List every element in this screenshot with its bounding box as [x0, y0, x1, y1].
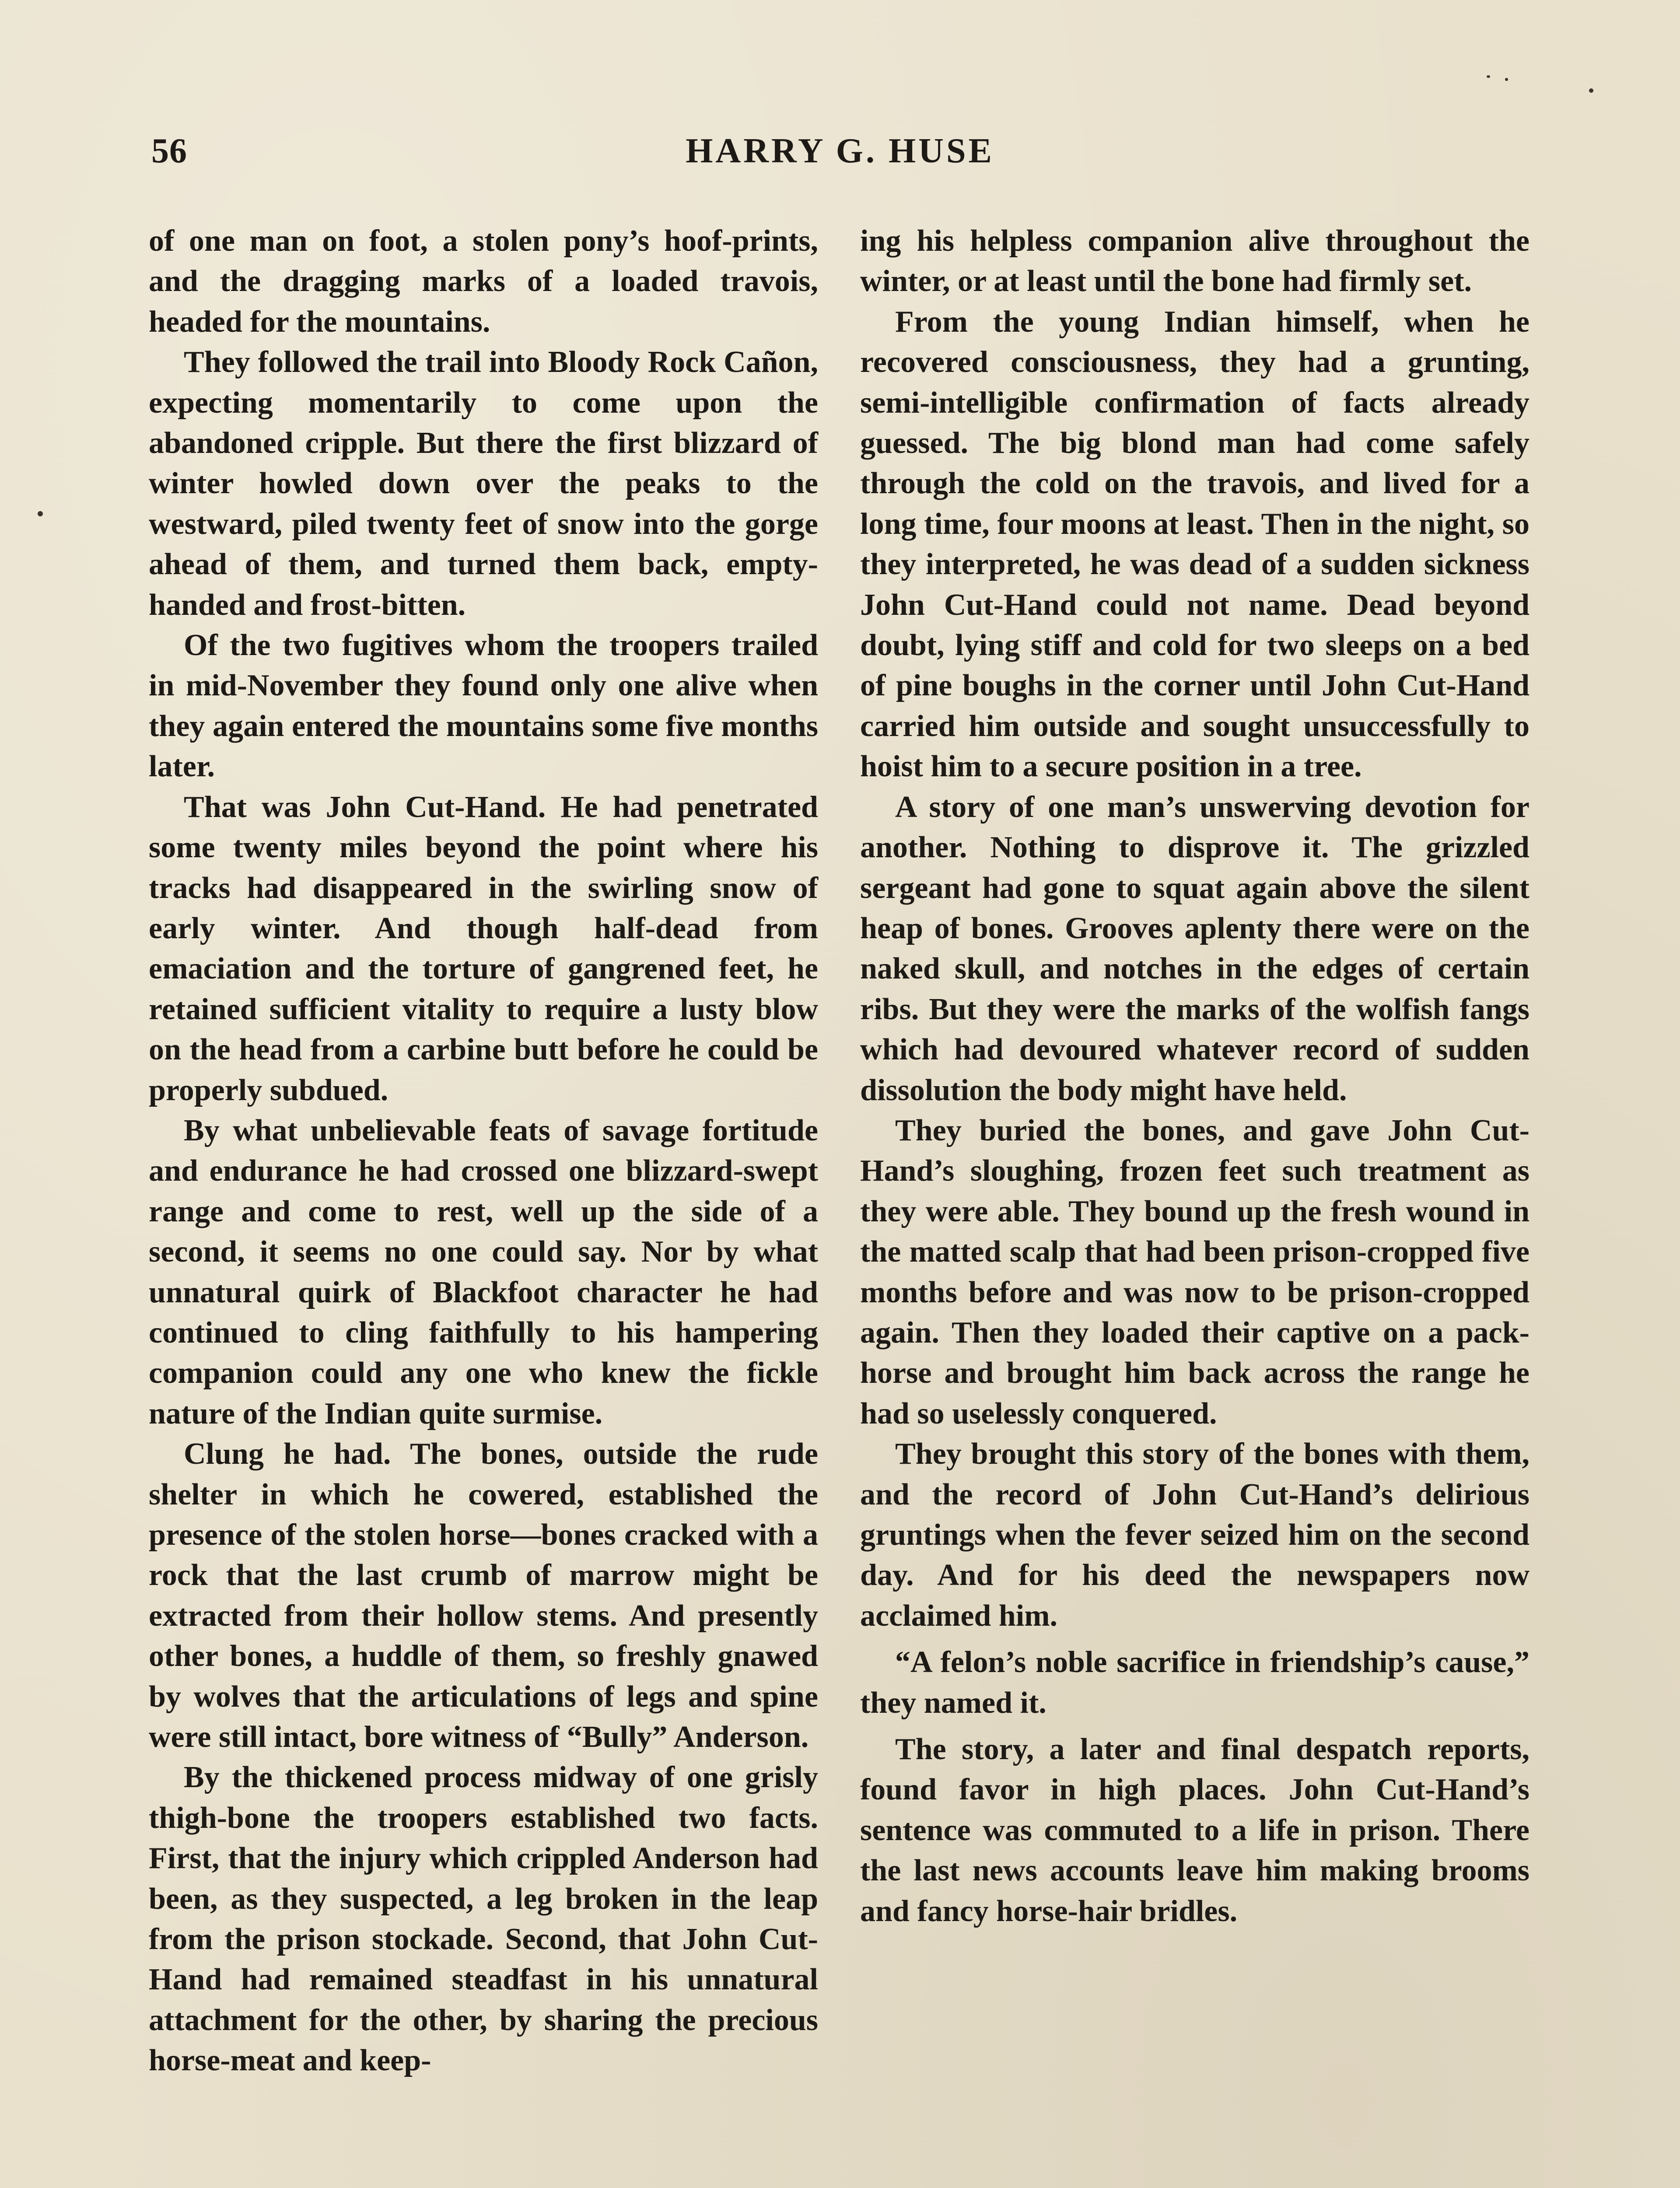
paragraph: They followed the trail into Bloody Rock Cañon, expecting momentarily to come upon the abandoned cripple. But there the first blizzard of winter howled down over the peaks to the westward, piled twenty feet of snow into the gorge ahead of them, and turned them back, empty-handed and frost-bitten. — [149, 345, 818, 622]
paragraph: By the thickened process midway of one grisly thigh-bone the troopers established two facts. First, that the injury which crippled Anderson had been, as they suspected, a leg broken in the leap from the prison stockade. Second, that John Cut-Hand had remained steadfast in his unnatural attachment for the other, by sharing the precious horse-meat and keep- — [149, 1760, 818, 2078]
paragraph: They buried the bones, and gave John Cut-Hand’s sloughing, frozen feet such treatment as they were able. They bound up the fresh wound in the matted scalp that had been prison-cropped five months before and was now to be prison-cropped again. Then they loaded their captive on a pack-horse and brought him back across the range he had so uselessly conquered. — [860, 1113, 1530, 1431]
ink-speck — [1589, 88, 1593, 93]
paragraph: A story of one man’s unswerving devotion for another. Nothing to disprove it. The grizzled sergeant had gone to squat again above the silent heap of bones. Grooves aplenty there were on the naked skull, and notches in the edges of certain ribs. But they were the marks of the wolfish fangs which had devoured whatever record of sudden dissolution the body might have held. — [860, 790, 1530, 1107]
paragraph: “A felon’s noble sacrifice in friendship’s cause,” they named it. — [860, 1645, 1530, 1720]
running-head: HARRY G. HUSE — [686, 132, 994, 170]
paragraph: The story, a later and final despatch reports, found favor in high places. John Cut-Hand’s sentence was commuted to a life in prison. There the last news accounts leave him making brooms and fancy horse-hair bridles. — [860, 1732, 1530, 1928]
paragraph: of one man on foot, a stolen pony’s hoof-prints, and the dragging marks of a loaded travois, headed for the mountains. — [149, 224, 818, 339]
ink-speck — [38, 511, 43, 516]
ink-speck — [1505, 78, 1508, 81]
right-column — [860, 221, 1530, 1932]
paragraph: ing his helpless companion alive throughout the winter, or at least until the bone had firmly set. — [860, 224, 1530, 298]
left-column — [149, 221, 818, 2081]
paragraph: From the young Indian himself, when he recovered consciousness, they had a grunting, semi-intelligible confirmation of facts already guessed. The big blond man had come safely through the cold on the travois, and lived for a long time, four moons at least. Then in the night, so they interpreted, he was dead of a sudden sickness John Cut-Hand could not name. Dead beyond doubt, lying stiff and cold for two sleeps on a bed of pine boughs in the corner until John Cut-Hand carried him outside and sought unsuccessfully to hoist him to a secure position in a tree. — [860, 305, 1530, 784]
paragraph: Clung he had. The bones, outside the rude shelter in which he cowered, established the presence of the stolen horse—bones cracked with a rock that the last crumb of marrow might be extracted from their hollow stems. And presently other bones, a huddle of them, so freshly gnawed by wolves that the articulations of legs and spine were still intact, bore witness of “Bully” Anderson. — [149, 1437, 818, 1754]
paragraph: That was John Cut-Hand. He had penetrated some twenty miles beyond the point where his tracks had disappeared in the swirling snow of early winter. And though half-dead from emaciation and the torture of gangrened feet, he retained sufficient vitality to require a lusty blow on the head from a carbine butt before he could be properly subdued. — [149, 790, 818, 1107]
page-number: 56 — [151, 132, 187, 170]
paragraph: They brought this story of the bones with them, and the record of John Cut-Hand’s delirious gruntings when the fever seized him on the second day. And for his deed the newspapers now acclaimed him. — [860, 1437, 1530, 1633]
ink-speck — [1487, 75, 1490, 78]
paragraph: By what unbelievable feats of savage fortitude and endurance he had crossed one blizzard-swept range and come to rest, well up the side of a second, it seems no one could say. Nor by what unnatural quirk of Blackfoot character he had continued to cling faithfully to his hampering companion could any one who knew the fickle nature of the Indian quite surmise. — [149, 1113, 818, 1431]
paragraph: Of the two fugitives whom the troopers trailed in mid-November they found only one alive when they again entered the mountains some five months later. — [149, 628, 818, 784]
